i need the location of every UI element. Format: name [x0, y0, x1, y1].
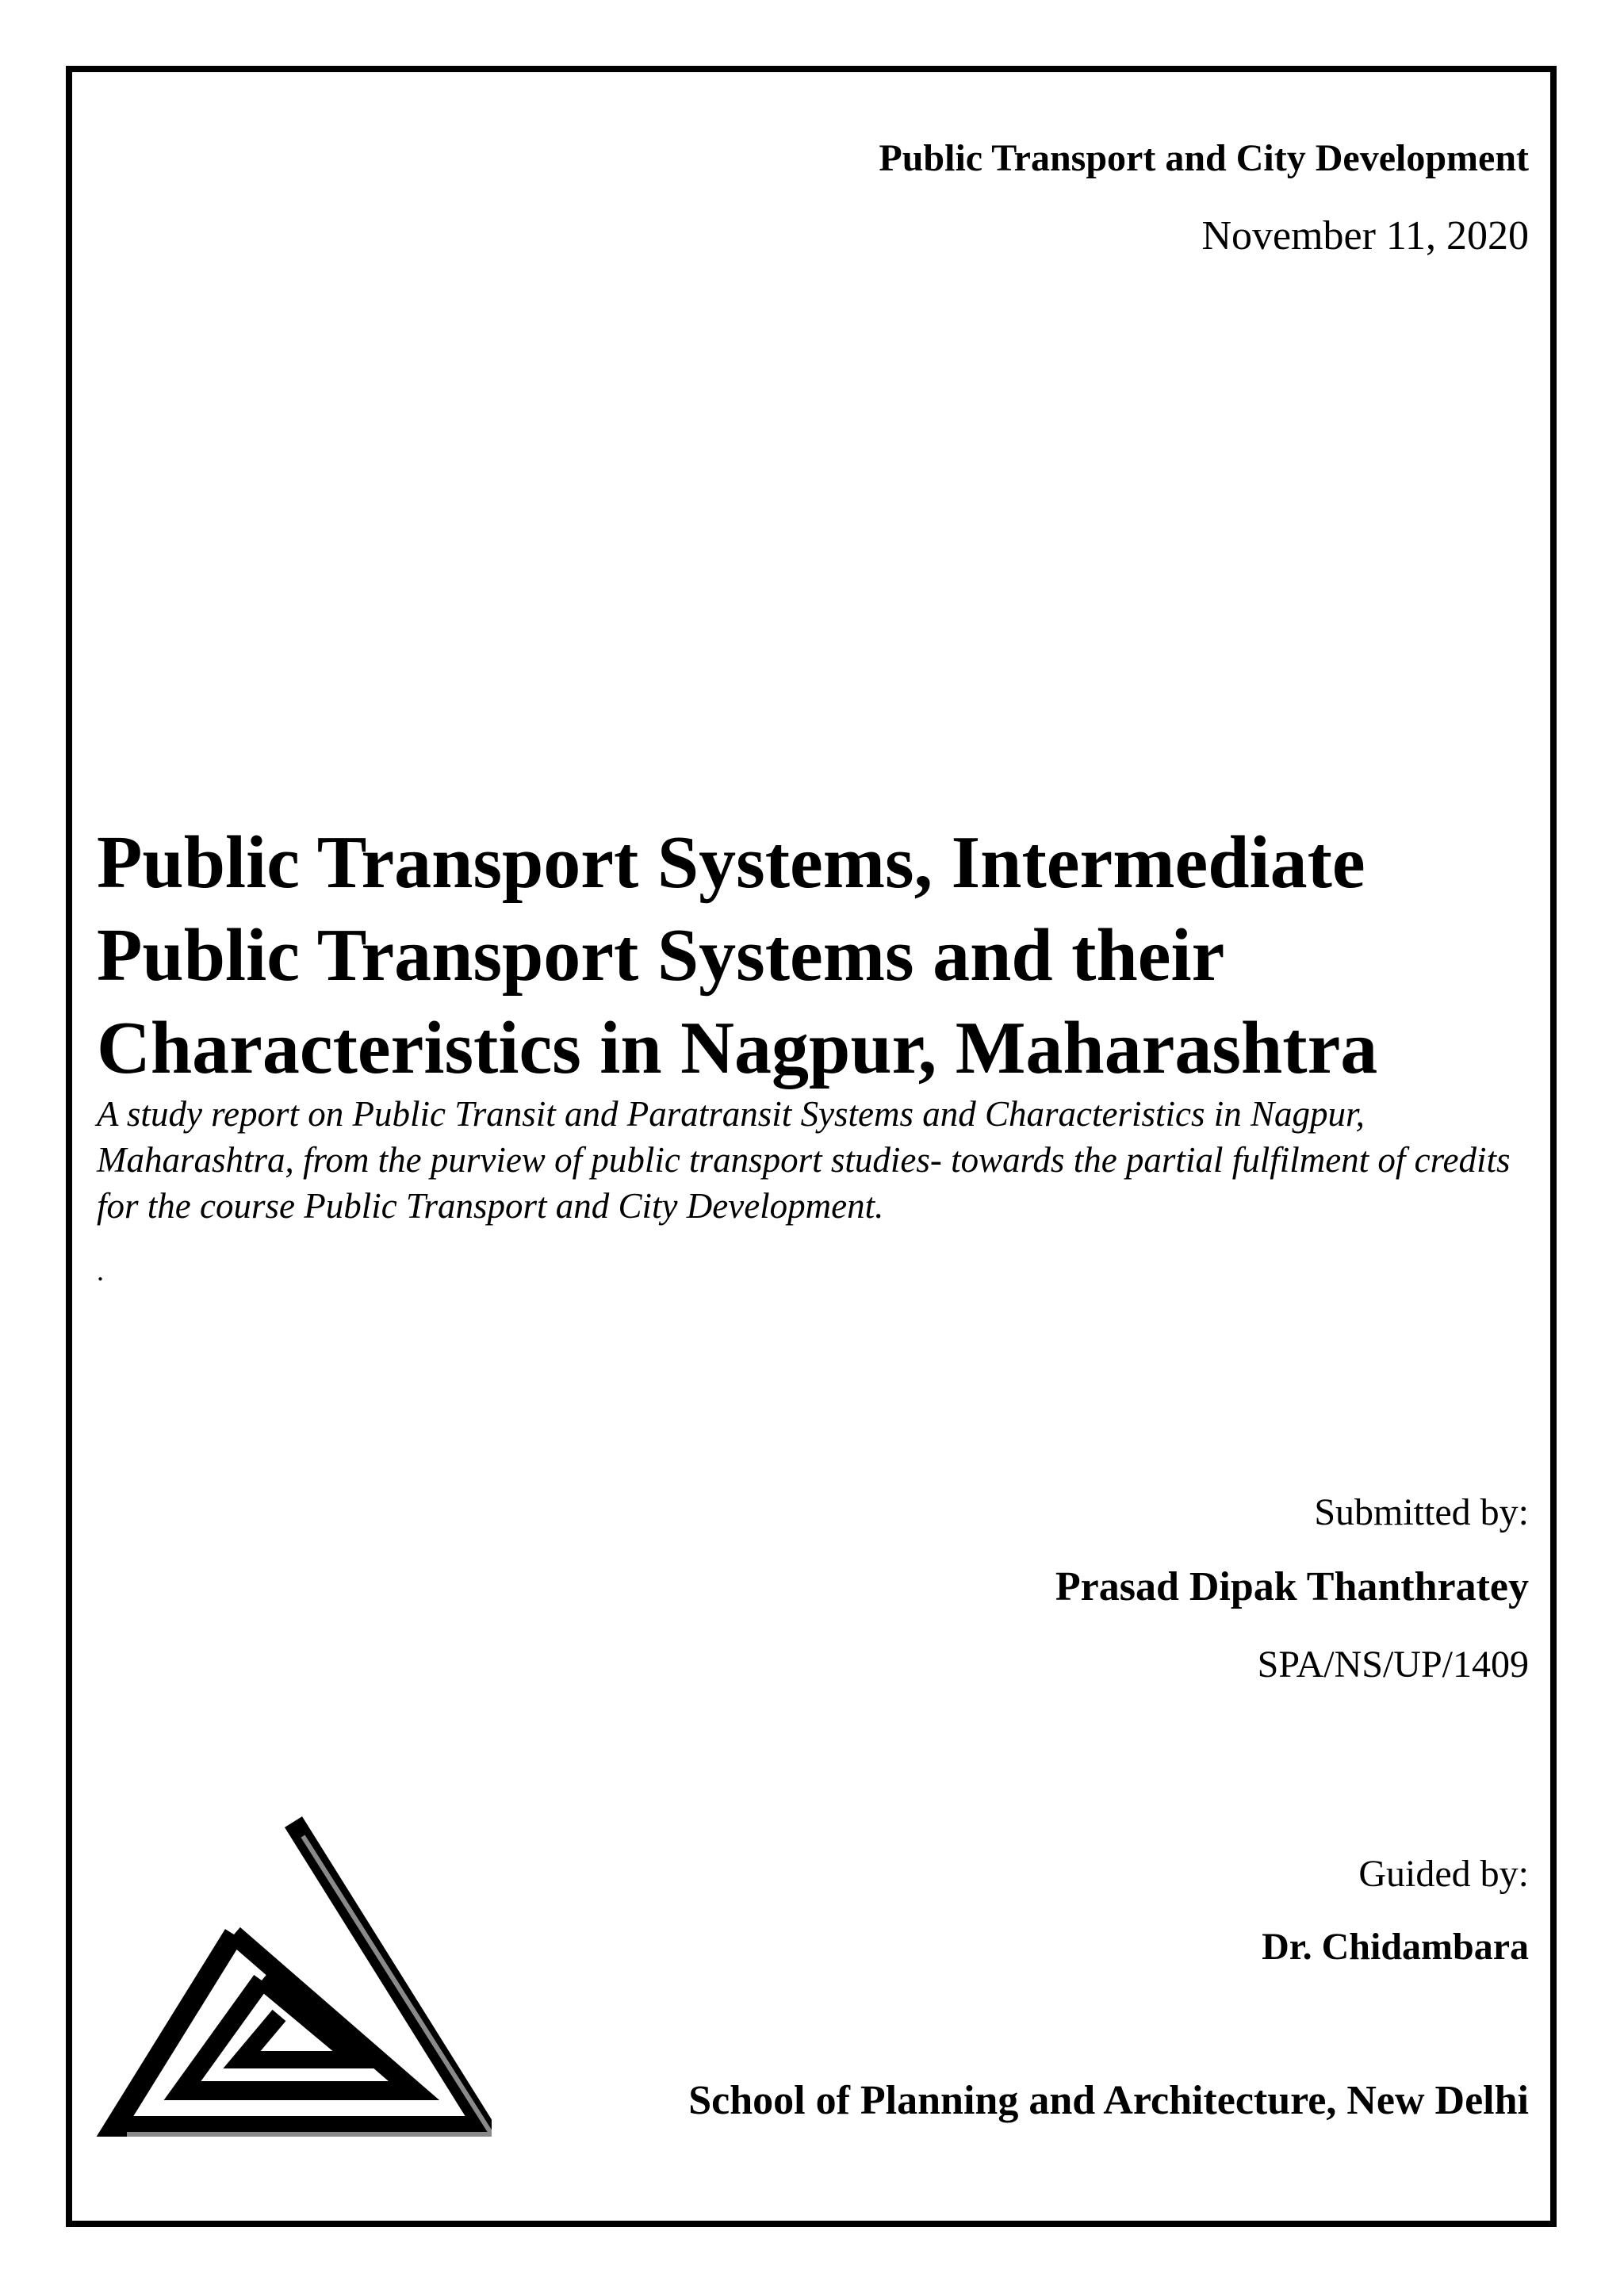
student-name: Prasad Dipak Thanthratey [1055, 1564, 1529, 1609]
course-title: Public Transport and City Development [879, 137, 1529, 179]
report-title-line-3: Characteristics in Nagpur, Maharashtra [97, 1007, 1378, 1089]
institution-name: School of Planning and Architecture, New Delhi [688, 2078, 1529, 2123]
logo-outer-stroke [115, 1822, 484, 2126]
student-id: SPA/NS/UP/1409 [1257, 1644, 1529, 1686]
stray-dot: . [97, 1255, 104, 1287]
report-date: November 11, 2020 [1201, 213, 1529, 258]
guided-by-label: Guided by: [1358, 1853, 1529, 1895]
triangular-spiral-logo-icon [95, 1808, 492, 2141]
report-title-line-2: Public Transport Systems and their [97, 914, 1225, 997]
guide-name: Dr. Chidambara [1262, 1926, 1529, 1968]
report-subtitle: A study report on Public Transit and Paratransit Systems and Characteristics in Nagpur, Maharashtra, from the purview of public transport studies- towards the partial fulfilment of credits for the course Public Transport and City Development. [97, 1094, 1511, 1226]
report-title-line-1: Public Transport Systems, Intermediate [97, 821, 1365, 904]
submitted-by-label: Submitted by: [1314, 1491, 1529, 1533]
report-title [97, 817, 1524, 1095]
